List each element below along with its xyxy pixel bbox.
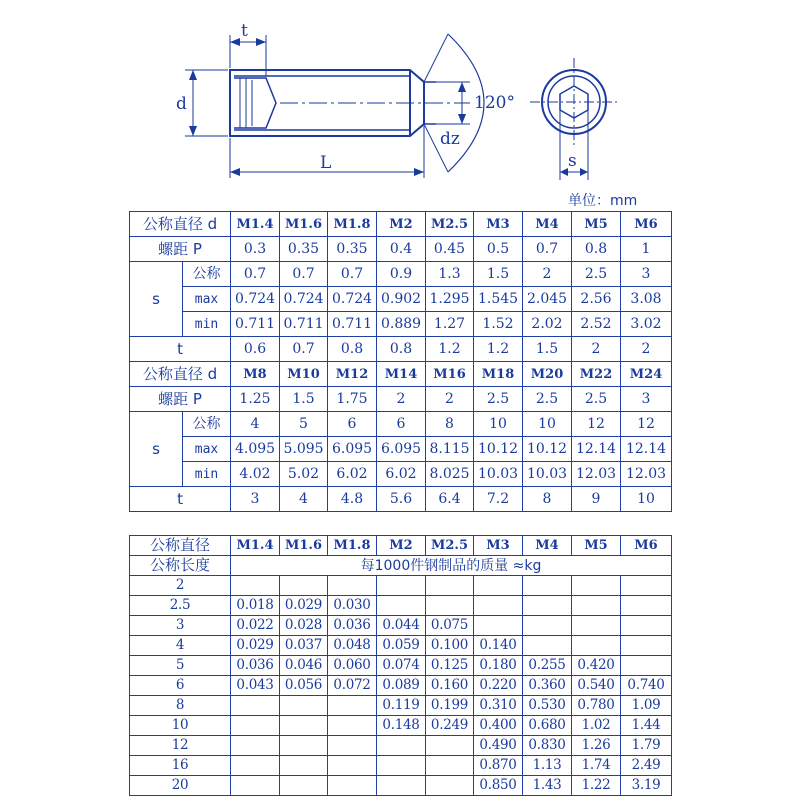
mass-cell: 1.44 bbox=[621, 716, 672, 736]
pitch-cell: 0.35 bbox=[280, 237, 328, 262]
mass-cell: 0.680 bbox=[523, 716, 572, 736]
s-nominal-cell: 0.9 bbox=[377, 262, 426, 287]
diameter-label: 公称直径 d bbox=[130, 212, 231, 237]
t-cell: 2 bbox=[572, 337, 621, 362]
s-max-cell: 3.08 bbox=[621, 287, 672, 312]
mass-table bbox=[129, 535, 672, 796]
mass-cell: 0.530 bbox=[523, 696, 572, 716]
diameter-label: 公称直径 d bbox=[130, 362, 231, 387]
label-t: t bbox=[241, 21, 248, 41]
size-cell: M1.6 bbox=[280, 536, 328, 556]
mass-cell: 0.255 bbox=[523, 656, 572, 676]
size-cell: M20 bbox=[523, 362, 572, 387]
s-min-cell: 0.889 bbox=[377, 312, 426, 337]
s-max-cell: 2.56 bbox=[572, 287, 621, 312]
s-min-cell: 0.711 bbox=[231, 312, 280, 337]
size-cell: M6 bbox=[621, 536, 672, 556]
size-cell: M2 bbox=[377, 212, 426, 237]
mass-size-row bbox=[130, 536, 672, 556]
mass-cell: 0.018 bbox=[231, 596, 280, 616]
size-cell: M2 bbox=[377, 536, 426, 556]
s-max-cell: 4.095 bbox=[231, 437, 280, 462]
mass-cell: 0.220 bbox=[474, 676, 523, 696]
mass-cell: 0.022 bbox=[231, 616, 280, 636]
s-nominal-cell: 3 bbox=[621, 262, 672, 287]
mass-cell: 0.780 bbox=[572, 696, 621, 716]
length-cell: 10 bbox=[130, 716, 231, 736]
mass-row bbox=[130, 676, 672, 696]
s-nominal-cell: 2 bbox=[523, 262, 572, 287]
mass-cell: 1.22 bbox=[572, 776, 621, 796]
pitch-cell: 1.5 bbox=[280, 387, 328, 412]
size-cell: M1.4 bbox=[231, 212, 280, 237]
s-min-cell: 1.52 bbox=[474, 312, 523, 337]
mass-cell bbox=[280, 576, 328, 596]
mass-cell bbox=[426, 776, 474, 796]
t-cell: 1.2 bbox=[426, 337, 474, 362]
size-cell: M2.5 bbox=[426, 536, 474, 556]
mass-row bbox=[130, 596, 672, 616]
s-max-cell: 12.14 bbox=[572, 437, 621, 462]
s-min-cell: 2.02 bbox=[523, 312, 572, 337]
s-nominal-cell: 1.3 bbox=[426, 262, 474, 287]
s-nominal-cell: 0.7 bbox=[280, 262, 328, 287]
label-d: d bbox=[176, 94, 187, 114]
mass-row bbox=[130, 636, 672, 656]
size-row bbox=[130, 212, 672, 237]
s-min-cell: 3.02 bbox=[621, 312, 672, 337]
t-label: t bbox=[130, 337, 231, 362]
mass-cell: 0.249 bbox=[426, 716, 474, 736]
label-angle: 120° bbox=[474, 93, 515, 113]
mass-cell: 0.540 bbox=[572, 676, 621, 696]
min-label: min bbox=[183, 312, 231, 337]
mass-cell: 0.028 bbox=[280, 616, 328, 636]
s-max-cell: 2.045 bbox=[523, 287, 572, 312]
pitch-cell: 2.5 bbox=[523, 387, 572, 412]
s-nominal-cell: 1.5 bbox=[474, 262, 523, 287]
mass-cell: 3.19 bbox=[621, 776, 672, 796]
pitch-cell: 1 bbox=[621, 237, 672, 262]
size-cell: M1.8 bbox=[328, 212, 377, 237]
s-min-row bbox=[130, 312, 672, 337]
mass-cell: 0.059 bbox=[377, 636, 426, 656]
pitch-cell: 0.45 bbox=[426, 237, 474, 262]
label-s: s bbox=[568, 151, 577, 171]
mass-cell: 0.029 bbox=[280, 596, 328, 616]
mass-cell: 0.199 bbox=[426, 696, 474, 716]
s-max-cell: 12.14 bbox=[621, 437, 672, 462]
s-nominal-cell: 0.7 bbox=[328, 262, 377, 287]
s-nominal-cell: 10 bbox=[523, 412, 572, 437]
max-label: max bbox=[183, 287, 231, 312]
size-cell: M3 bbox=[474, 212, 523, 237]
mass-cell bbox=[523, 576, 572, 596]
t-cell: 0.7 bbox=[280, 337, 328, 362]
length-cell: 20 bbox=[130, 776, 231, 796]
size-cell: M16 bbox=[426, 362, 474, 387]
mass-cell: 0.048 bbox=[328, 636, 377, 656]
s-max-cell: 10.12 bbox=[474, 437, 523, 462]
mass-cell bbox=[231, 696, 280, 716]
size-cell: M4 bbox=[523, 536, 572, 556]
s-min-cell: 2.52 bbox=[572, 312, 621, 337]
mass-row bbox=[130, 616, 672, 636]
s-max-cell: 0.724 bbox=[328, 287, 377, 312]
pitch-cell: 2 bbox=[426, 387, 474, 412]
mass-cell bbox=[621, 616, 672, 636]
mass-cell: 0.029 bbox=[231, 636, 280, 656]
length-cell: 2 bbox=[130, 576, 231, 596]
t-cell: 0.8 bbox=[328, 337, 377, 362]
mass-cell: 0.075 bbox=[426, 616, 474, 636]
s-nominal-row bbox=[130, 412, 672, 437]
mass-cell bbox=[231, 776, 280, 796]
size-cell: M22 bbox=[572, 362, 621, 387]
mass-cell bbox=[572, 596, 621, 616]
s-min-row bbox=[130, 462, 672, 487]
s-max-row bbox=[130, 437, 672, 462]
s-min-cell: 4.02 bbox=[231, 462, 280, 487]
mass-caption-row bbox=[130, 556, 672, 576]
size-cell: M14 bbox=[377, 362, 426, 387]
mass-cell: 0.180 bbox=[474, 656, 523, 676]
size-cell: M5 bbox=[572, 536, 621, 556]
nominal-label: 公称 bbox=[183, 412, 231, 437]
t-cell: 0.6 bbox=[231, 337, 280, 362]
mass-cell bbox=[328, 696, 377, 716]
size-cell: M24 bbox=[621, 362, 672, 387]
mass-cell bbox=[231, 716, 280, 736]
length-cell: 12 bbox=[130, 736, 231, 756]
mass-row bbox=[130, 716, 672, 736]
t-label: t bbox=[130, 487, 231, 512]
s-min-cell: 12.03 bbox=[621, 462, 672, 487]
size-cell: M1.6 bbox=[280, 212, 328, 237]
pitch-cell: 0.4 bbox=[377, 237, 426, 262]
s-min-cell: 0.711 bbox=[328, 312, 377, 337]
s-min-cell: 6.02 bbox=[328, 462, 377, 487]
t-cell: 4.8 bbox=[328, 487, 377, 512]
pitch-cell: 2 bbox=[377, 387, 426, 412]
mass-cell bbox=[328, 736, 377, 756]
pitch-cell: 2.5 bbox=[474, 387, 523, 412]
mass-cell bbox=[621, 596, 672, 616]
s-min-cell: 10.03 bbox=[523, 462, 572, 487]
mass-cell bbox=[231, 756, 280, 776]
mass-cell bbox=[523, 636, 572, 656]
size-cell: M4 bbox=[523, 212, 572, 237]
t-cell: 4 bbox=[280, 487, 328, 512]
s-label: s bbox=[130, 262, 183, 337]
mass-cell bbox=[328, 756, 377, 776]
s-max-cell: 1.295 bbox=[426, 287, 474, 312]
length-cell: 2.5 bbox=[130, 596, 231, 616]
set-screw-drawing bbox=[0, 0, 800, 200]
mass-cell bbox=[328, 716, 377, 736]
pitch-cell: 0.5 bbox=[474, 237, 523, 262]
mass-cell bbox=[377, 576, 426, 596]
min-label: min bbox=[183, 462, 231, 487]
size-cell: M5 bbox=[572, 212, 621, 237]
s-min-cell: 10.03 bbox=[474, 462, 523, 487]
mass-cell bbox=[280, 716, 328, 736]
mass-cell bbox=[377, 756, 426, 776]
nominal-label: 公称 bbox=[183, 262, 231, 287]
s-max-cell: 6.095 bbox=[328, 437, 377, 462]
t-cell: 6.4 bbox=[426, 487, 474, 512]
label-dz: dz bbox=[440, 129, 460, 149]
mass-cell bbox=[523, 596, 572, 616]
mass-cell: 0.360 bbox=[523, 676, 572, 696]
mass-cell bbox=[523, 616, 572, 636]
mass-cell: 0.060 bbox=[328, 656, 377, 676]
mass-cell: 0.046 bbox=[280, 656, 328, 676]
mass-cell: 0.089 bbox=[377, 676, 426, 696]
mass-cell: 0.043 bbox=[231, 676, 280, 696]
length-cell: 5 bbox=[130, 656, 231, 676]
s-nominal-cell: 6 bbox=[328, 412, 377, 437]
mass-row bbox=[130, 736, 672, 756]
size-cell: M1.8 bbox=[328, 536, 377, 556]
t-cell: 8 bbox=[523, 487, 572, 512]
mass-cell: 0.074 bbox=[377, 656, 426, 676]
mass-cell bbox=[474, 616, 523, 636]
pitch-cell: 0.35 bbox=[328, 237, 377, 262]
mass-cell: 0.100 bbox=[426, 636, 474, 656]
mass-cell bbox=[328, 576, 377, 596]
mass-cell bbox=[426, 596, 474, 616]
mass-cell: 1.79 bbox=[621, 736, 672, 756]
size-cell: M6 bbox=[621, 212, 672, 237]
mass-caption: 每1000件钢制品的质量 ≈kg bbox=[231, 556, 672, 576]
pitch-row bbox=[130, 387, 672, 412]
mass-cell: 0.490 bbox=[474, 736, 523, 756]
t-cell: 3 bbox=[231, 487, 280, 512]
mass-cell bbox=[474, 576, 523, 596]
mass-cell bbox=[328, 776, 377, 796]
s-nominal-cell: 5 bbox=[280, 412, 328, 437]
t-row bbox=[130, 337, 672, 362]
mass-cell: 0.037 bbox=[280, 636, 328, 656]
s-nominal-cell: 12 bbox=[621, 412, 672, 437]
mass-cell: 0.160 bbox=[426, 676, 474, 696]
mass-cell: 0.036 bbox=[231, 656, 280, 676]
mass-row bbox=[130, 576, 672, 596]
mass-cell bbox=[621, 656, 672, 676]
length-cell: 16 bbox=[130, 756, 231, 776]
s-nominal-cell: 2.5 bbox=[572, 262, 621, 287]
mass-cell bbox=[377, 736, 426, 756]
mass-cell: 0.400 bbox=[474, 716, 523, 736]
t-cell: 1.5 bbox=[523, 337, 572, 362]
size-cell: M18 bbox=[474, 362, 523, 387]
mass-cell bbox=[377, 776, 426, 796]
mass-cell bbox=[621, 576, 672, 596]
mass-cell bbox=[231, 576, 280, 596]
mass-cell bbox=[621, 636, 672, 656]
s-label: s bbox=[130, 412, 183, 487]
nominal-diameter-label: 公称直径 bbox=[130, 536, 231, 556]
pitch-cell: 1.25 bbox=[231, 387, 280, 412]
size-cell: M12 bbox=[328, 362, 377, 387]
size-row bbox=[130, 362, 672, 387]
pitch-cell: 1.75 bbox=[328, 387, 377, 412]
pitch-cell: 3 bbox=[621, 387, 672, 412]
pitch-row bbox=[130, 237, 672, 262]
max-label: max bbox=[183, 437, 231, 462]
pitch-cell: 0.3 bbox=[231, 237, 280, 262]
s-max-cell: 5.095 bbox=[280, 437, 328, 462]
mass-cell: 0.850 bbox=[474, 776, 523, 796]
mass-cell: 0.072 bbox=[328, 676, 377, 696]
s-nominal-cell: 10 bbox=[474, 412, 523, 437]
s-max-cell: 10.12 bbox=[523, 437, 572, 462]
mass-cell: 0.125 bbox=[426, 656, 474, 676]
mass-cell: 1.09 bbox=[621, 696, 672, 716]
mass-cell bbox=[426, 736, 474, 756]
mass-cell bbox=[280, 736, 328, 756]
size-cell: M10 bbox=[280, 362, 328, 387]
mass-cell: 1.26 bbox=[572, 736, 621, 756]
length-cell: 4 bbox=[130, 636, 231, 656]
pitch-cell: 2.5 bbox=[572, 387, 621, 412]
mass-cell: 0.140 bbox=[474, 636, 523, 656]
mass-cell bbox=[572, 636, 621, 656]
mass-cell bbox=[377, 596, 426, 616]
length-cell: 8 bbox=[130, 696, 231, 716]
mass-cell bbox=[426, 576, 474, 596]
t-cell: 0.8 bbox=[377, 337, 426, 362]
s-min-cell: 0.711 bbox=[280, 312, 328, 337]
s-max-cell: 1.545 bbox=[474, 287, 523, 312]
s-max-row bbox=[130, 287, 672, 312]
s-max-cell: 0.724 bbox=[231, 287, 280, 312]
mass-cell: 0.056 bbox=[280, 676, 328, 696]
s-nominal-cell: 8 bbox=[426, 412, 474, 437]
mass-cell bbox=[280, 756, 328, 776]
unit-label: 单位：mm bbox=[568, 193, 638, 209]
t-cell: 9 bbox=[572, 487, 621, 512]
mass-cell: 0.148 bbox=[377, 716, 426, 736]
pitch-label: 螺距 P bbox=[130, 387, 231, 412]
pitch-cell: 0.8 bbox=[572, 237, 621, 262]
size-cell: M3 bbox=[474, 536, 523, 556]
t-cell: 7.2 bbox=[474, 487, 523, 512]
mass-cell: 0.119 bbox=[377, 696, 426, 716]
length-cell: 6 bbox=[130, 676, 231, 696]
mass-cell: 0.420 bbox=[572, 656, 621, 676]
t-cell: 1.2 bbox=[474, 337, 523, 362]
s-min-cell: 5.02 bbox=[280, 462, 328, 487]
s-nominal-cell: 4 bbox=[231, 412, 280, 437]
mass-cell bbox=[474, 596, 523, 616]
mass-cell bbox=[572, 616, 621, 636]
s-nominal-row bbox=[130, 262, 672, 287]
mass-cell: 1.43 bbox=[523, 776, 572, 796]
mass-cell: 0.830 bbox=[523, 736, 572, 756]
s-max-cell: 8.115 bbox=[426, 437, 474, 462]
s-min-cell: 1.27 bbox=[426, 312, 474, 337]
mass-cell: 0.310 bbox=[474, 696, 523, 716]
mass-cell bbox=[426, 756, 474, 776]
mass-cell bbox=[572, 576, 621, 596]
mass-cell: 2.49 bbox=[621, 756, 672, 776]
s-nominal-cell: 0.7 bbox=[231, 262, 280, 287]
mass-cell bbox=[280, 696, 328, 716]
size-cell: M8 bbox=[231, 362, 280, 387]
size-cell: M1.4 bbox=[231, 536, 280, 556]
nominal-length-label: 公称长度 bbox=[130, 556, 231, 576]
label-L: L bbox=[320, 153, 332, 173]
mass-cell bbox=[280, 776, 328, 796]
t-cell: 10 bbox=[621, 487, 672, 512]
mass-row bbox=[130, 776, 672, 796]
mass-cell: 0.870 bbox=[474, 756, 523, 776]
t-cell: 2 bbox=[621, 337, 672, 362]
s-max-cell: 0.724 bbox=[280, 287, 328, 312]
length-cell: 3 bbox=[130, 616, 231, 636]
mass-cell: 0.740 bbox=[621, 676, 672, 696]
pitch-label: 螺距 P bbox=[130, 237, 231, 262]
s-min-cell: 6.02 bbox=[377, 462, 426, 487]
mass-cell: 0.044 bbox=[377, 616, 426, 636]
mass-row bbox=[130, 656, 672, 676]
s-max-cell: 6.095 bbox=[377, 437, 426, 462]
s-min-cell: 12.03 bbox=[572, 462, 621, 487]
mass-row bbox=[130, 696, 672, 716]
mass-cell: 1.74 bbox=[572, 756, 621, 776]
mass-cell bbox=[231, 736, 280, 756]
s-min-cell: 8.025 bbox=[426, 462, 474, 487]
s-nominal-cell: 6 bbox=[377, 412, 426, 437]
mass-cell: 1.02 bbox=[572, 716, 621, 736]
mass-cell: 1.13 bbox=[523, 756, 572, 776]
s-max-cell: 0.902 bbox=[377, 287, 426, 312]
t-cell: 5.6 bbox=[377, 487, 426, 512]
s-nominal-cell: 12 bbox=[572, 412, 621, 437]
mass-cell: 0.036 bbox=[328, 616, 377, 636]
dimension-table bbox=[129, 211, 672, 512]
pitch-cell: 0.7 bbox=[523, 237, 572, 262]
t-row bbox=[130, 487, 672, 512]
mass-cell: 0.030 bbox=[328, 596, 377, 616]
mass-row bbox=[130, 756, 672, 776]
size-cell: M2.5 bbox=[426, 212, 474, 237]
